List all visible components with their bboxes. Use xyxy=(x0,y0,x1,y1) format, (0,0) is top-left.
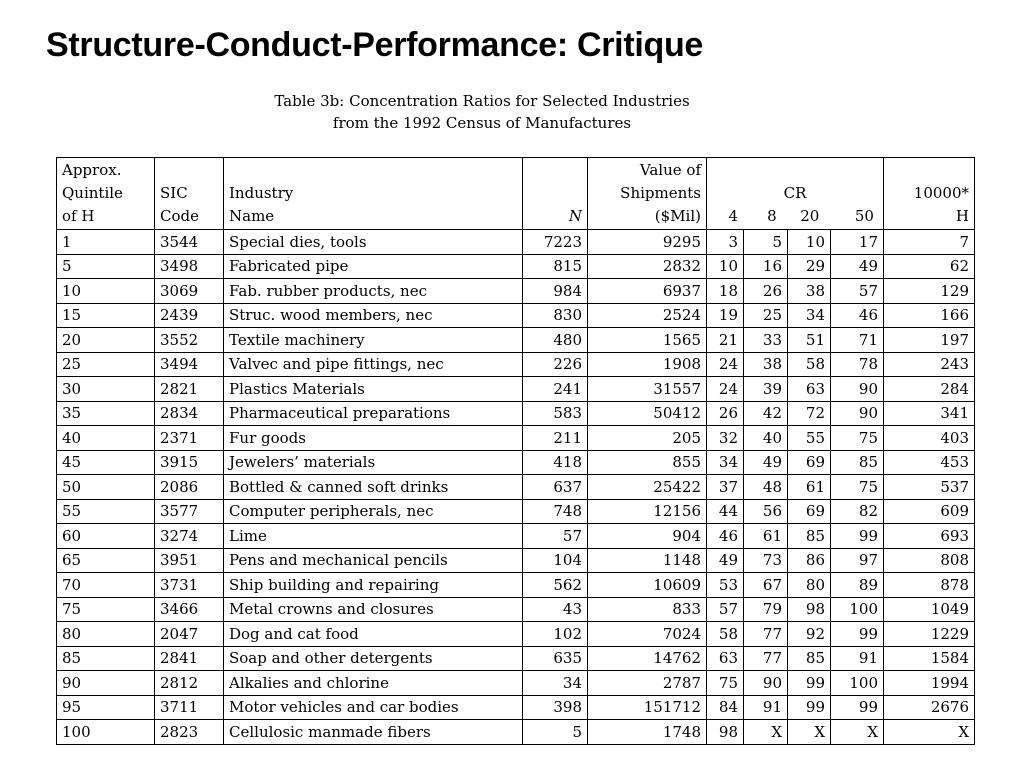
cell-cr50: 78 xyxy=(831,352,884,377)
cell-cr4: 57 xyxy=(707,597,744,622)
header-h-line: 10000* xyxy=(913,184,969,202)
cell-quintile: 45 xyxy=(57,450,155,475)
cell-cr8: 77 xyxy=(744,646,788,671)
cell-industry-name: Textile machinery xyxy=(224,328,523,353)
table-row xyxy=(57,279,975,304)
cell-cr20: 34 xyxy=(788,303,831,328)
cell-h: 166 xyxy=(884,303,975,328)
cell-shipments: 25422 xyxy=(588,475,707,500)
header-shipments-line: Shipments xyxy=(620,184,701,202)
table-row xyxy=(57,450,975,475)
cell-quintile: 5 xyxy=(57,254,155,279)
cell-cr8: 26 xyxy=(744,279,788,304)
cell-cr20: 69 xyxy=(788,499,831,524)
cell-n: 637 xyxy=(523,475,588,500)
cell-n: 635 xyxy=(523,646,588,671)
cell-quintile: 100 xyxy=(57,720,155,745)
cell-n: 211 xyxy=(523,426,588,451)
cell-cr4: 84 xyxy=(707,695,744,720)
cell-industry-name: Ship building and repairing xyxy=(224,573,523,598)
cell-cr8: 61 xyxy=(744,524,788,549)
cell-cr50: 49 xyxy=(831,254,884,279)
cell-n: 418 xyxy=(523,450,588,475)
cell-cr50: 99 xyxy=(831,524,884,549)
cell-sic-code: 2371 xyxy=(155,426,224,451)
slide-title: Structure-Conduct-Performance: Critique xyxy=(46,26,704,64)
header-n-label: N xyxy=(568,207,582,225)
cell-cr8: 91 xyxy=(744,695,788,720)
cell-cr8: X xyxy=(744,720,788,745)
cell-cr20: 85 xyxy=(788,524,831,549)
header-cr-label: CR xyxy=(783,184,807,202)
header-sic-line: Code xyxy=(160,207,199,225)
cell-cr20: 72 xyxy=(788,401,831,426)
header-h xyxy=(884,158,975,230)
cell-industry-name: Cellulosic manmade fibers xyxy=(224,720,523,745)
cell-h: 284 xyxy=(884,377,975,402)
header-industry-line: Industry xyxy=(229,184,294,202)
cell-h: 537 xyxy=(884,475,975,500)
cell-h: 197 xyxy=(884,328,975,353)
cell-cr8: 79 xyxy=(744,597,788,622)
cell-n: 34 xyxy=(523,671,588,696)
cell-h: 62 xyxy=(884,254,975,279)
cell-n: 5 xyxy=(523,720,588,745)
cell-shipments: 14762 xyxy=(588,646,707,671)
cell-h: 1584 xyxy=(884,646,975,671)
cell-industry-name: Pharmaceutical preparations xyxy=(224,401,523,426)
cell-h: 1229 xyxy=(884,622,975,647)
cell-industry-name: Motor vehicles and car bodies xyxy=(224,695,523,720)
cell-cr8: 40 xyxy=(744,426,788,451)
cell-shipments: 7024 xyxy=(588,622,707,647)
cell-cr20: 98 xyxy=(788,597,831,622)
cell-cr50: 99 xyxy=(831,622,884,647)
header-quintile-line: Approx. xyxy=(62,161,122,179)
cell-shipments: 31557 xyxy=(588,377,707,402)
cell-cr8: 67 xyxy=(744,573,788,598)
cell-sic-code: 3466 xyxy=(155,597,224,622)
cell-h: 403 xyxy=(884,426,975,451)
cell-cr4: 37 xyxy=(707,475,744,500)
cell-cr20: 29 xyxy=(788,254,831,279)
cell-quintile: 40 xyxy=(57,426,155,451)
cell-quintile: 1 xyxy=(57,230,155,255)
cell-cr20: 85 xyxy=(788,646,831,671)
cell-cr50: 75 xyxy=(831,475,884,500)
table-row xyxy=(57,548,975,573)
cell-cr4: 24 xyxy=(707,377,744,402)
cell-n: 43 xyxy=(523,597,588,622)
cell-cr20: 61 xyxy=(788,475,831,500)
cell-cr8: 73 xyxy=(744,548,788,573)
cell-cr8: 77 xyxy=(744,622,788,647)
caption-line-2: from the 1992 Census of Manufactures xyxy=(332,114,632,132)
cell-h: 1049 xyxy=(884,597,975,622)
cell-industry-name: Fab. rubber products, nec xyxy=(224,279,523,304)
cell-cr50: 90 xyxy=(831,401,884,426)
cell-cr8: 5 xyxy=(744,230,788,255)
cell-n: 7223 xyxy=(523,230,588,255)
cell-n: 562 xyxy=(523,573,588,598)
cell-sic-code: 3544 xyxy=(155,230,224,255)
cell-cr4: 3 xyxy=(707,230,744,255)
cell-h: 129 xyxy=(884,279,975,304)
cell-shipments: 1148 xyxy=(588,548,707,573)
cell-quintile: 70 xyxy=(57,573,155,598)
cell-cr50: 82 xyxy=(831,499,884,524)
cell-cr4: 98 xyxy=(707,720,744,745)
cell-quintile: 50 xyxy=(57,475,155,500)
cell-n: 398 xyxy=(523,695,588,720)
header-cr-50: 50 xyxy=(854,207,874,225)
cell-cr20: X xyxy=(788,720,831,745)
cell-cr8: 16 xyxy=(744,254,788,279)
cell-cr8: 42 xyxy=(744,401,788,426)
cell-n: 815 xyxy=(523,254,588,279)
header-shipments-line: Value of xyxy=(639,161,701,179)
cell-industry-name: Pens and mechanical pencils xyxy=(224,548,523,573)
cell-cr20: 58 xyxy=(788,352,831,377)
cell-h: 878 xyxy=(884,573,975,598)
table-row xyxy=(57,303,975,328)
table-row xyxy=(57,695,975,720)
cell-cr20: 80 xyxy=(788,573,831,598)
cell-shipments: 2832 xyxy=(588,254,707,279)
cell-quintile: 55 xyxy=(57,499,155,524)
table-row xyxy=(57,646,975,671)
cell-cr4: 32 xyxy=(707,426,744,451)
cell-shipments: 2787 xyxy=(588,671,707,696)
cell-quintile: 30 xyxy=(57,377,155,402)
cell-cr50: 90 xyxy=(831,377,884,402)
cell-cr4: 49 xyxy=(707,548,744,573)
cell-cr50: 91 xyxy=(831,646,884,671)
cell-cr4: 26 xyxy=(707,401,744,426)
cell-cr8: 90 xyxy=(744,671,788,696)
header-sic-line: SIC xyxy=(160,184,188,202)
cell-shipments: 205 xyxy=(588,426,707,451)
cell-cr8: 38 xyxy=(744,352,788,377)
cell-shipments: 151712 xyxy=(588,695,707,720)
table-row xyxy=(57,671,975,696)
cell-n: 104 xyxy=(523,548,588,573)
cell-cr20: 10 xyxy=(788,230,831,255)
cell-quintile: 75 xyxy=(57,597,155,622)
cell-h: 808 xyxy=(884,548,975,573)
cell-industry-name: Struc. wood members, nec xyxy=(224,303,523,328)
cell-n: 480 xyxy=(523,328,588,353)
cell-industry-name: Special dies, tools xyxy=(224,230,523,255)
cell-cr4: 53 xyxy=(707,573,744,598)
cell-h: 2676 xyxy=(884,695,975,720)
table-row xyxy=(57,573,975,598)
cell-industry-name: Soap and other detergents xyxy=(224,646,523,671)
cell-cr20: 51 xyxy=(788,328,831,353)
cell-cr4: 10 xyxy=(707,254,744,279)
cell-cr20: 99 xyxy=(788,671,831,696)
cell-cr50: 17 xyxy=(831,230,884,255)
cell-sic-code: 2841 xyxy=(155,646,224,671)
cell-cr20: 92 xyxy=(788,622,831,647)
header-sic-code xyxy=(155,158,224,230)
cell-sic-code: 3069 xyxy=(155,279,224,304)
cell-sic-code: 3951 xyxy=(155,548,224,573)
cell-sic-code: 3915 xyxy=(155,450,224,475)
table-row xyxy=(57,352,975,377)
cell-quintile: 25 xyxy=(57,352,155,377)
table-row xyxy=(57,524,975,549)
cell-n: 583 xyxy=(523,401,588,426)
cell-quintile: 15 xyxy=(57,303,155,328)
cell-n: 226 xyxy=(523,352,588,377)
cell-cr50: 85 xyxy=(831,450,884,475)
cell-cr4: 75 xyxy=(707,671,744,696)
table-row xyxy=(57,254,975,279)
table-row xyxy=(57,230,975,255)
cell-sic-code: 3711 xyxy=(155,695,224,720)
header-shipments xyxy=(588,158,707,230)
cell-sic-code: 2439 xyxy=(155,303,224,328)
cell-cr4: 19 xyxy=(707,303,744,328)
caption-line-1: Table 3b: Concentration Ratios for Selected Industries xyxy=(274,92,690,110)
table-header-row xyxy=(57,158,975,230)
cell-sic-code: 3552 xyxy=(155,328,224,353)
cell-h: 693 xyxy=(884,524,975,549)
cell-cr8: 56 xyxy=(744,499,788,524)
header-cr-20: 20 xyxy=(800,207,820,225)
cell-shipments: 10609 xyxy=(588,573,707,598)
cell-sic-code: 2823 xyxy=(155,720,224,745)
cell-cr20: 86 xyxy=(788,548,831,573)
cell-industry-name: Alkalies and chlorine xyxy=(224,671,523,696)
cell-cr4: 46 xyxy=(707,524,744,549)
header-quintile-line: Quintile xyxy=(62,184,123,202)
cell-shipments: 833 xyxy=(588,597,707,622)
cell-quintile: 85 xyxy=(57,646,155,671)
header-cr-8: 8 xyxy=(767,207,777,225)
header-cr-4: 4 xyxy=(728,207,738,225)
cell-n: 57 xyxy=(523,524,588,549)
cell-cr8: 33 xyxy=(744,328,788,353)
cell-shipments: 1565 xyxy=(588,328,707,353)
cell-quintile: 80 xyxy=(57,622,155,647)
cell-industry-name: Plastics Materials xyxy=(224,377,523,402)
cell-cr20: 55 xyxy=(788,426,831,451)
cell-cr20: 69 xyxy=(788,450,831,475)
cell-shipments: 12156 xyxy=(588,499,707,524)
cell-cr4: 24 xyxy=(707,352,744,377)
cell-h: 7 xyxy=(884,230,975,255)
header-shipments-line: ($Mil) xyxy=(654,207,701,225)
cell-n: 241 xyxy=(523,377,588,402)
cell-cr50: 99 xyxy=(831,695,884,720)
cell-industry-name: Metal crowns and closures xyxy=(224,597,523,622)
cell-industry-name: Lime xyxy=(224,524,523,549)
cell-cr8: 48 xyxy=(744,475,788,500)
cell-cr50: 100 xyxy=(831,597,884,622)
cell-sic-code: 2834 xyxy=(155,401,224,426)
header-quintile xyxy=(57,158,155,230)
cell-h: 453 xyxy=(884,450,975,475)
cell-cr50: 75 xyxy=(831,426,884,451)
table-row xyxy=(57,401,975,426)
cell-cr8: 25 xyxy=(744,303,788,328)
cell-sic-code: 2086 xyxy=(155,475,224,500)
cell-quintile: 20 xyxy=(57,328,155,353)
header-quintile-line: of H xyxy=(62,207,95,225)
cell-cr50: 57 xyxy=(831,279,884,304)
cell-cr50: 89 xyxy=(831,573,884,598)
cell-h: X xyxy=(884,720,975,745)
cell-industry-name: Jewelers’ materials xyxy=(224,450,523,475)
table-body xyxy=(57,230,975,745)
cell-shipments: 6937 xyxy=(588,279,707,304)
table-row xyxy=(57,475,975,500)
concentration-ratios-table xyxy=(56,157,975,745)
cell-cr20: 99 xyxy=(788,695,831,720)
cell-sic-code: 2812 xyxy=(155,671,224,696)
table-row xyxy=(57,597,975,622)
header-industry-name xyxy=(224,158,523,230)
cell-h: 341 xyxy=(884,401,975,426)
table-row xyxy=(57,622,975,647)
cell-industry-name: Dog and cat food xyxy=(224,622,523,647)
cell-quintile: 95 xyxy=(57,695,155,720)
cell-industry-name: Fur goods xyxy=(224,426,523,451)
cell-sic-code: 3494 xyxy=(155,352,224,377)
cell-quintile: 35 xyxy=(57,401,155,426)
cell-cr8: 49 xyxy=(744,450,788,475)
cell-quintile: 10 xyxy=(57,279,155,304)
header-cr-subcolumns xyxy=(712,205,878,228)
cell-shipments: 904 xyxy=(588,524,707,549)
cell-cr4: 18 xyxy=(707,279,744,304)
cell-cr4: 58 xyxy=(707,622,744,647)
cell-n: 748 xyxy=(523,499,588,524)
cell-cr4: 63 xyxy=(707,646,744,671)
cell-h: 609 xyxy=(884,499,975,524)
cell-cr8: 39 xyxy=(744,377,788,402)
header-h-line: H xyxy=(955,207,969,225)
cell-cr50: 71 xyxy=(831,328,884,353)
cell-sic-code: 3731 xyxy=(155,573,224,598)
cell-quintile: 65 xyxy=(57,548,155,573)
table-row xyxy=(57,328,975,353)
cell-cr50: 97 xyxy=(831,548,884,573)
cell-industry-name: Bottled & canned soft drinks xyxy=(224,475,523,500)
cell-quintile: 90 xyxy=(57,671,155,696)
header-cr xyxy=(707,158,884,230)
cell-n: 102 xyxy=(523,622,588,647)
cell-n: 984 xyxy=(523,279,588,304)
cell-shipments: 1748 xyxy=(588,720,707,745)
table-row xyxy=(57,426,975,451)
cell-sic-code: 2047 xyxy=(155,622,224,647)
cell-sic-code: 3498 xyxy=(155,254,224,279)
header-industry-line: Name xyxy=(229,207,275,225)
cell-shipments: 2524 xyxy=(588,303,707,328)
cell-industry-name: Computer peripherals, nec xyxy=(224,499,523,524)
header-n xyxy=(523,158,588,230)
cell-shipments: 50412 xyxy=(588,401,707,426)
table-row xyxy=(57,499,975,524)
cell-sic-code: 2821 xyxy=(155,377,224,402)
cell-sic-code: 3577 xyxy=(155,499,224,524)
cell-cr50: X xyxy=(831,720,884,745)
cell-shipments: 1908 xyxy=(588,352,707,377)
cell-n: 830 xyxy=(523,303,588,328)
cell-industry-name: Fabricated pipe xyxy=(224,254,523,279)
cell-cr4: 34 xyxy=(707,450,744,475)
cell-cr4: 44 xyxy=(707,499,744,524)
cell-cr4: 21 xyxy=(707,328,744,353)
cell-cr20: 38 xyxy=(788,279,831,304)
cell-h: 1994 xyxy=(884,671,975,696)
table-caption xyxy=(0,90,964,134)
cell-sic-code: 3274 xyxy=(155,524,224,549)
cell-industry-name: Valvec and pipe fittings, nec xyxy=(224,352,523,377)
table-row xyxy=(57,377,975,402)
cell-cr20: 63 xyxy=(788,377,831,402)
table-row xyxy=(57,720,975,745)
cell-shipments: 9295 xyxy=(588,230,707,255)
cell-quintile: 60 xyxy=(57,524,155,549)
cell-h: 243 xyxy=(884,352,975,377)
cell-shipments: 855 xyxy=(588,450,707,475)
cell-cr50: 100 xyxy=(831,671,884,696)
cell-cr50: 46 xyxy=(831,303,884,328)
